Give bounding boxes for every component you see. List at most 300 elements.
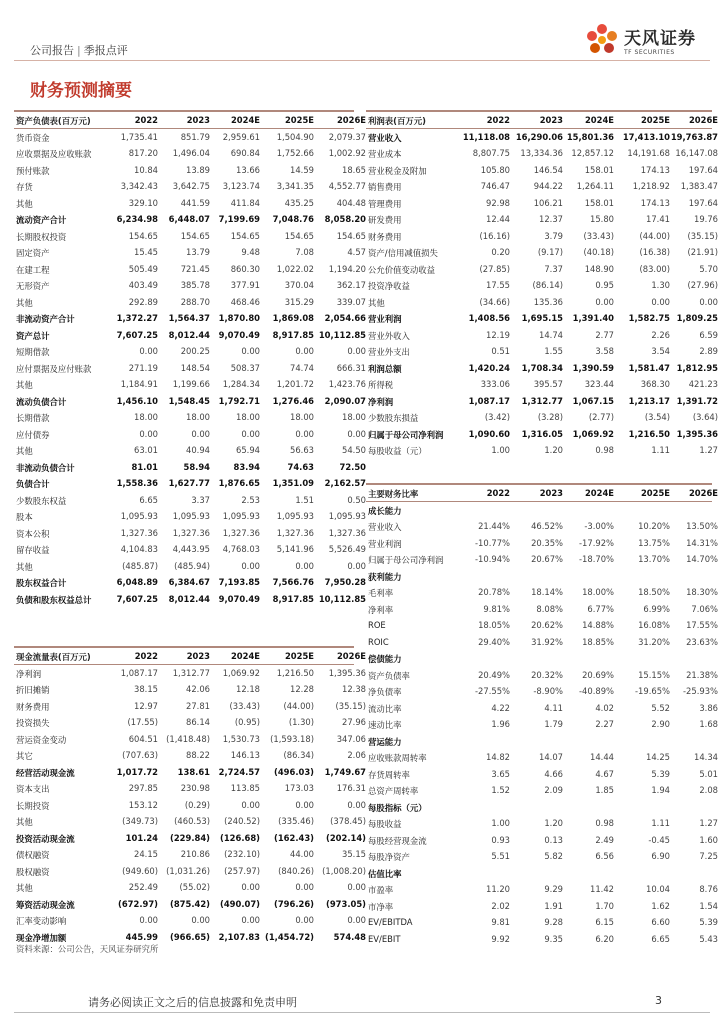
cell-value: 31.20% (638, 636, 670, 647)
year-header: 2025E (640, 488, 670, 498)
cell-value: 860.30 (230, 263, 260, 274)
cell-value: 6,448.07 (168, 214, 210, 224)
cell-value: 1,327.36 (328, 527, 366, 538)
cell-value: 1,383.47 (680, 181, 718, 191)
row-label: 短期借款 (16, 347, 50, 357)
cell-value: 35.15 (342, 849, 366, 859)
cell-value: 197.64 (688, 164, 718, 175)
row-label: 存货周转率 (368, 769, 410, 780)
cell-value: 368.30 (640, 379, 670, 389)
table-row (14, 162, 366, 179)
cell-value: 146.13 (230, 750, 260, 760)
row-label: 其他 (16, 380, 33, 390)
cell-value: 12.38 (342, 684, 366, 694)
cell-value: 38.15 (134, 684, 158, 694)
table-row (366, 551, 718, 568)
table-row (14, 508, 366, 525)
cell-value: 1,504.90 (276, 131, 314, 142)
table-row (14, 244, 366, 261)
year-header: 2026E (688, 115, 718, 125)
cell-value: 154.65 (128, 230, 158, 241)
cell-value: 20.62% (531, 620, 563, 630)
cell-value: 7,199.69 (218, 214, 260, 224)
cell-value: (0.29) (184, 799, 210, 810)
cell-value: 292.89 (128, 296, 158, 307)
cell-value: 1,582.75 (628, 313, 670, 323)
cell-value: 18.30% (686, 587, 718, 597)
cell-value: (3.54) (644, 412, 670, 422)
table-subtotal-row (14, 459, 366, 476)
cell-value: 1,069.92 (222, 667, 260, 678)
cell-value: 5.52 (651, 702, 670, 713)
row-label: 资产负债率 (368, 670, 410, 681)
cell-value: 15,801.36 (566, 131, 614, 142)
cell-value: (966.65) (170, 931, 210, 942)
cell-value: 1.00 (491, 445, 510, 455)
cell-value: 88.22 (186, 750, 210, 760)
cell-value: 1,809.25 (676, 313, 718, 323)
cell-value: 323.44 (584, 379, 614, 389)
table-row (366, 898, 718, 915)
cell-value: 4.66 (544, 768, 563, 779)
year-header: 2022 (134, 115, 158, 125)
cell-value: 1,749.67 (324, 766, 366, 777)
year-header: 2026E (688, 488, 718, 498)
cell-value: 6,048.89 (116, 577, 158, 587)
cell-value: 445.99 (125, 931, 158, 942)
table-row (14, 525, 366, 542)
cell-value: -19.65% (635, 686, 670, 696)
table-row (366, 228, 718, 245)
cell-value: 65.94 (236, 445, 260, 455)
row-label: 长期借款 (16, 413, 50, 423)
row-label: ROIC (368, 636, 389, 647)
table-row (14, 442, 366, 459)
cell-value: 19.76 (694, 214, 718, 224)
row-label: 其他 (16, 446, 33, 456)
row-label: 营业税金及附加 (368, 165, 427, 176)
table-row (14, 426, 366, 443)
year-header: 2022 (486, 115, 510, 125)
cell-value: 2.53 (241, 494, 260, 505)
cell-value: 14.07 (539, 752, 563, 762)
cell-value: 1,312.77 (172, 667, 210, 678)
row-label: 所得税 (368, 380, 394, 390)
cell-value: 16,147.08 (675, 148, 718, 158)
cell-value: 18.00 (134, 412, 158, 422)
cell-value: 297.85 (128, 783, 158, 793)
cell-value: 1,395.36 (676, 428, 718, 439)
cell-value: 17.41 (646, 214, 670, 224)
cell-value: 14.88% (582, 620, 614, 630)
table-row (366, 584, 718, 601)
table-subtotal-row (366, 129, 718, 146)
row-label: 每股收益（元） (368, 446, 427, 456)
table-row (366, 442, 718, 459)
table-row (14, 261, 366, 278)
table-row (366, 376, 718, 393)
cell-value: 0.00 (295, 799, 314, 810)
row-label: 财务费用 (16, 701, 50, 712)
cell-value: 1,090.60 (468, 428, 510, 439)
cell-value: (796.26) (274, 898, 314, 909)
cell-value: 74.74 (290, 362, 314, 373)
table-title: 主要财务比率 (368, 489, 419, 499)
cell-value: 6.99% (643, 603, 670, 614)
cell-value: 2,724.57 (218, 766, 260, 777)
data-source-note: 资料来源：公司公告，天风证券研究所 (16, 944, 159, 954)
row-label: 偿债能力 (368, 654, 402, 664)
row-label: 其他 (16, 297, 33, 308)
cell-value: 851.79 (180, 131, 210, 142)
cell-value: 12.44 (486, 214, 510, 224)
table-subtotal-row (14, 310, 366, 327)
cell-value: 3.54 (651, 346, 670, 356)
cell-value: (840.26) (278, 865, 314, 876)
cell-value: 4.67 (595, 768, 614, 779)
cell-value: 21.44% (478, 521, 510, 531)
table-header (14, 648, 366, 665)
cell-value: 9.81 (491, 917, 510, 927)
cell-value: 14.34 (694, 752, 718, 762)
row-label: 非流动资产合计 (16, 314, 75, 324)
cell-value: 0.00 (241, 799, 260, 810)
cell-value: (229.84) (170, 832, 210, 843)
row-label: 每股经营现金流 (368, 835, 427, 846)
cell-value: 403.49 (128, 280, 158, 290)
row-label: 获利能力 (368, 571, 402, 582)
cell-value: (349.73) (122, 816, 158, 826)
cell-value: (1,593.18) (270, 733, 314, 744)
cell-value: 92.98 (486, 197, 510, 208)
cell-value: 1.52 (491, 785, 510, 795)
table-subtotal-row (366, 426, 718, 443)
cell-value: 12.28 (290, 684, 314, 694)
cell-value: 4.22 (491, 702, 510, 713)
cell-value: 18.00 (236, 412, 260, 422)
year-header: 2023 (539, 488, 563, 498)
table-row (14, 714, 366, 731)
table-header (14, 112, 366, 129)
cell-value: 1.11 (651, 818, 670, 828)
table-row (14, 195, 366, 212)
cell-value: 288.70 (180, 296, 210, 307)
cell-value: 5.70 (699, 263, 718, 274)
table-row (366, 601, 718, 618)
cell-value: 200.25 (180, 346, 210, 356)
report-header: 公司报告 | 季报点评 (30, 44, 128, 57)
cell-value: 15.15% (638, 669, 670, 680)
cell-value: 3.86 (699, 702, 718, 713)
cell-value: 1,792.71 (218, 395, 260, 406)
row-label: 股东权益合计 (16, 578, 67, 588)
cell-value: (875.42) (170, 898, 210, 909)
cell-value: 1,395.36 (328, 667, 366, 678)
logo-name-en: TF SECURITIES (624, 49, 675, 56)
cell-value: 12.19 (486, 329, 510, 340)
cell-value: 2,090.07 (324, 395, 366, 406)
cell-value: 404.48 (336, 197, 366, 208)
table-row (14, 797, 366, 814)
logo-name-cn: 天风证券 (624, 29, 696, 49)
cell-value: 0.00 (241, 428, 260, 439)
cell-value: 4.02 (595, 702, 614, 713)
year-header: 2024E (230, 651, 260, 661)
cell-value: 6,384.67 (168, 577, 210, 587)
cell-value: 377.91 (230, 280, 260, 290)
cell-value: 197.64 (688, 197, 718, 208)
cell-value: 31.92% (531, 636, 563, 647)
cell-value: 0.00 (295, 560, 314, 571)
cell-value: 81.01 (131, 461, 158, 472)
cell-value: (3.28) (537, 412, 563, 422)
cell-value: 18.00 (186, 412, 210, 422)
cell-value: 0.00 (241, 346, 260, 356)
cell-value: (86.34) (283, 750, 314, 760)
cell-value: 13.70% (638, 554, 670, 564)
cell-value: 176.31 (336, 783, 366, 793)
table-row (14, 541, 366, 558)
table-row (366, 409, 718, 426)
cell-value: 4,552.77 (328, 181, 366, 191)
cell-value: 0.00 (241, 882, 260, 892)
cell-value: 7.37 (544, 263, 563, 274)
cell-value: 817.20 (128, 148, 158, 158)
cell-value: 5.01 (699, 768, 718, 779)
cell-value: 18.14% (531, 587, 563, 597)
cell-value: 7,950.28 (324, 577, 366, 587)
cell-value: 20.69% (582, 669, 614, 680)
cell-value: 14.59 (290, 164, 314, 175)
cell-value: 1,390.59 (572, 362, 614, 373)
table-row (14, 145, 366, 162)
year-header: 2022 (486, 488, 510, 498)
cell-value: 0.00 (651, 296, 670, 307)
row-label: 经营活动现金流 (16, 767, 75, 778)
cell-value: 2.06 (347, 750, 366, 760)
table-row (14, 731, 366, 748)
cell-value: 362.17 (336, 280, 366, 290)
table-subtotal-row (366, 865, 712, 882)
cell-value: (707.63) (122, 750, 158, 760)
cell-value: 0.00 (595, 296, 614, 307)
row-label: 筹资活动现金流 (16, 899, 75, 910)
cell-value: 1,069.92 (572, 428, 614, 439)
cell-value: (33.43) (583, 230, 614, 241)
cell-value: -25.93% (683, 686, 718, 696)
cell-value: 15.80 (590, 214, 614, 224)
cell-value: 13.79 (186, 247, 210, 257)
cell-value: -10.77% (475, 537, 510, 548)
cell-value: 1,213.17 (628, 395, 670, 406)
cell-value: 1,095.93 (222, 511, 260, 521)
table-row (14, 277, 366, 294)
row-label: 流动比率 (368, 703, 402, 714)
cell-value: 20.78% (478, 587, 510, 597)
cell-value: 16.08% (638, 620, 670, 630)
row-label: 股权融资 (16, 866, 50, 877)
cell-value: 7.25 (699, 851, 718, 861)
row-label: 应收票据及应收账款 (16, 149, 92, 159)
row-label: 无形资产 (16, 281, 50, 291)
table-row (366, 914, 718, 931)
cell-value: 1.96 (491, 719, 510, 729)
row-label: 其他 (16, 883, 33, 893)
year-header: 2023 (186, 651, 210, 661)
row-label: 净负债率 (368, 687, 402, 697)
cell-value: 0.00 (347, 799, 366, 810)
cell-value: 370.04 (284, 280, 314, 290)
cell-value: 1,327.36 (172, 527, 210, 538)
cell-value: 1.62 (651, 900, 670, 911)
cell-value: 3,341.35 (276, 181, 314, 191)
cell-value: 508.37 (230, 362, 260, 373)
cell-value: 0.00 (295, 346, 314, 356)
cell-value: 174.13 (640, 197, 670, 208)
row-label: EV/EBITDA (368, 917, 413, 927)
cell-value: 4,768.03 (222, 544, 260, 554)
cell-value: (21.91) (687, 247, 718, 257)
cell-value: 153.12 (128, 799, 158, 810)
cell-value: 1,002.92 (328, 148, 366, 158)
row-label: 存货 (16, 182, 33, 192)
cell-value: (335.46) (278, 816, 314, 826)
cell-value: (1,454.72) (265, 931, 314, 942)
cell-value: 5.39 (651, 768, 670, 779)
row-label: 营业收入 (368, 522, 402, 532)
cell-value: 252.49 (128, 882, 158, 892)
row-label: 股本 (16, 512, 33, 522)
cell-value: 11.20 (486, 884, 510, 894)
cell-value: 9.35 (544, 933, 563, 944)
cell-value: 1,067.15 (572, 395, 614, 406)
cell-value: 1,327.36 (276, 527, 314, 538)
year-header: 2025E (640, 115, 670, 125)
cell-value: 3,642.75 (172, 181, 210, 191)
cell-value: 1,391.40 (572, 313, 614, 323)
cell-value: 1,351.09 (272, 478, 314, 488)
cell-value: 0.00 (241, 915, 260, 925)
table-row (14, 780, 366, 797)
table-row (366, 162, 718, 179)
cell-value: -18.70% (579, 554, 614, 564)
cell-value: 20.67% (531, 554, 563, 564)
cell-value: 1,627.77 (168, 478, 210, 488)
cell-value: 1.11 (651, 445, 670, 455)
cell-value: (35.15) (335, 700, 366, 711)
cell-value: (240.52) (224, 816, 260, 826)
cell-value: 4,104.83 (120, 544, 158, 554)
table-row (14, 360, 366, 377)
report-subtype: 季报点评 (83, 44, 128, 57)
cell-value: (485.87) (122, 560, 158, 571)
cell-value: 1.68 (699, 719, 718, 729)
cell-value: 574.48 (333, 931, 366, 942)
table-row (14, 846, 366, 863)
row-label: ROE (368, 620, 386, 630)
cell-value: 21.38% (686, 669, 718, 680)
cell-value: 721.45 (180, 263, 210, 274)
cell-value: 1,327.36 (222, 527, 260, 538)
cell-value: 2.89 (699, 346, 718, 356)
cell-value: 63.01 (134, 445, 158, 455)
cell-value: 1,184.91 (120, 379, 158, 389)
cell-value: 8,807.75 (472, 148, 510, 158)
row-label: 少数股东权益 (16, 495, 67, 506)
cell-value: (257.97) (224, 865, 260, 876)
cell-value: 8,917.85 (272, 593, 314, 604)
report-type: 公司报告 (30, 44, 74, 57)
cell-value: 8.08% (536, 603, 563, 614)
cell-value: 2.27 (595, 719, 614, 729)
cell-value: 9,070.49 (218, 593, 260, 604)
cell-value: 1.85 (595, 785, 614, 795)
table-row (366, 634, 718, 651)
table-subtotal-row (14, 591, 366, 608)
cell-value: (973.05) (326, 898, 366, 909)
cell-value: 9,070.49 (218, 329, 260, 340)
cell-value: 16,290.06 (515, 131, 563, 142)
row-label: 应付债券 (16, 429, 50, 440)
cell-value: 6.56 (595, 851, 614, 861)
table-row (366, 617, 718, 634)
cell-value: 1,284.34 (222, 379, 260, 389)
cell-value: 4.11 (544, 702, 563, 713)
row-label: 其他 (16, 198, 33, 209)
cell-value: 944.22 (533, 181, 563, 191)
cell-value: 12,857.12 (571, 148, 614, 158)
row-label: 流动负债合计 (16, 396, 67, 407)
cell-value: (34.66) (479, 296, 510, 307)
cell-value: 9.29 (544, 884, 563, 894)
cell-value: 14.25 (646, 752, 670, 762)
cell-value: 13.75% (638, 537, 670, 548)
cell-value: 1.60 (699, 834, 718, 845)
cell-value: 14.44 (590, 752, 614, 762)
cell-value: 9.28 (544, 917, 563, 927)
table-header (366, 112, 718, 129)
cell-value: 173.03 (284, 783, 314, 793)
year-header: 2025E (284, 115, 314, 125)
year-header: 2026E (336, 115, 366, 125)
cell-value: 8,058.20 (324, 214, 366, 224)
cell-value: 1,420.24 (468, 362, 510, 373)
table-row (366, 667, 718, 684)
table-row (366, 815, 718, 832)
cell-value: 9.92 (491, 933, 510, 944)
cell-value: (33.43) (229, 700, 260, 711)
cell-value: 1,869.08 (272, 313, 314, 323)
cell-value: 339.07 (336, 296, 366, 307)
table-subtotal-row (14, 764, 366, 781)
cell-value: (86.14) (532, 280, 563, 290)
cell-value: 2.49 (595, 834, 614, 845)
cell-value: -3.00% (584, 521, 614, 531)
cell-value: 1,022.02 (276, 263, 314, 274)
cell-value: 329.10 (128, 197, 158, 208)
cell-value: 4,443.95 (172, 544, 210, 554)
cell-value: 44.00 (290, 849, 314, 859)
cell-value: 3.58 (595, 346, 614, 356)
table-row (366, 277, 718, 294)
cell-value: 1,264.11 (576, 181, 614, 191)
cell-value: 1,201.72 (276, 379, 314, 389)
row-label: 归属于母公司净利润 (368, 429, 444, 440)
table-row (366, 244, 718, 261)
row-label: 应付票据及应付账款 (16, 363, 92, 374)
row-label: 其他 (16, 561, 33, 572)
cell-value: 158.01 (584, 164, 614, 175)
